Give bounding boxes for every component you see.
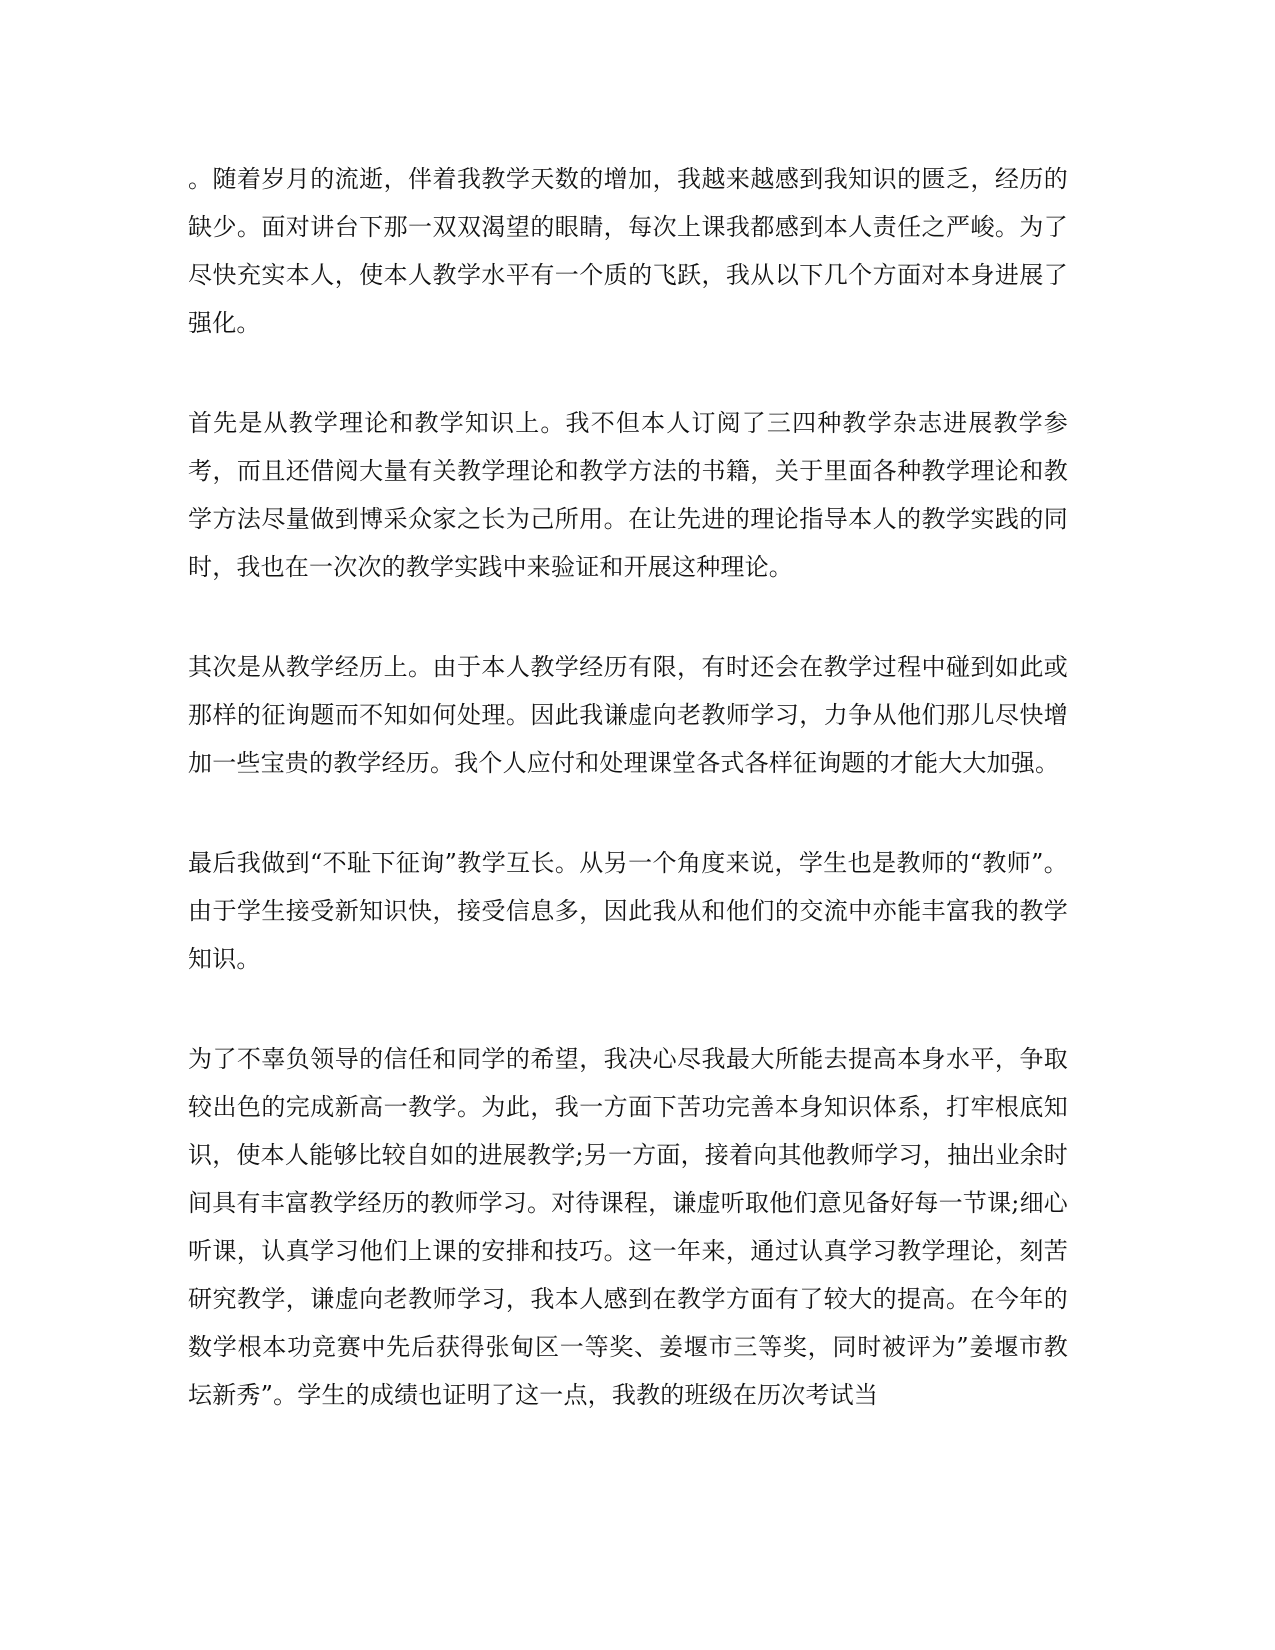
paragraph-2: 首先是从教学理论和教学知识上。我不但本人订阅了三四种教学杂志进展教学参考，而且还借阅大量有关教学理论和教学方法的书籍，关于里面各种教学理论和教学方法尽量做到博采众家之长为己所用。在让先进的理论指导本人的教学实践的同时，我也在一次次的教学实践中来验证和开展这种理论。 (188, 409, 1068, 581)
paragraph-1: 。随着岁月的流逝，伴着我教学天数的增加，我越来越感到我知识的匮乏，经历的缺少。面对讲台下那一双双渴望的眼睛，每次上课我都感到本人责任之严峻。为了尽快充实本人，使本人教学水平有一个质的飞跃，我从以下几个方面对本身进展了强化。 (188, 165, 1068, 337)
document-body (188, 155, 1068, 1471)
paragraph-5: 为了不辜负领导的信任和同学的希望，我决心尽我最大所能去提高本身水平，争取较出色的完成新高一教学。为此，我一方面下苦功完善本身知识体系，打牢根底知识，使本人能够比较自如的进展教学;另一方面，接着向其他教师学习，抽出业余时间具有丰富教学经历的教师学习。对待课程，谦虚听取他们意见备好每一节课;细心听课，认真学习他们上课的安排和技巧。这一年来，通过认真学习教学理论，刻苦研究教学，谦虚向老教师学习，我本人感到在教学方面有了较大的提高。在今年的数学根本功竞赛中先后获得张甸区一等奖、姜堰市三等奖，同时被评为”姜堰市教坛新秀”。学生的成绩也证明了这一点，我教的班级在历次考试当 (188, 1045, 1068, 1409)
paragraph-4: 最后我做到“不耻下征询”教学互长。从另一个角度来说，学生也是教师的“教师”。由于学生接受新知识快，接受信息多，因此我从和他们的交流中亦能丰富我的教学知识。 (188, 849, 1068, 973)
paragraph-3: 其次是从教学经历上。由于本人教学经历有限，有时还会在教学过程中碰到如此或那样的征询题而不知如何处理。因此我谦虚向老教师学习，力争从他们那儿尽快增加一些宝贵的教学经历。我个人应付和处理课堂各式各样征询题的才能大大加强。 (188, 653, 1068, 777)
